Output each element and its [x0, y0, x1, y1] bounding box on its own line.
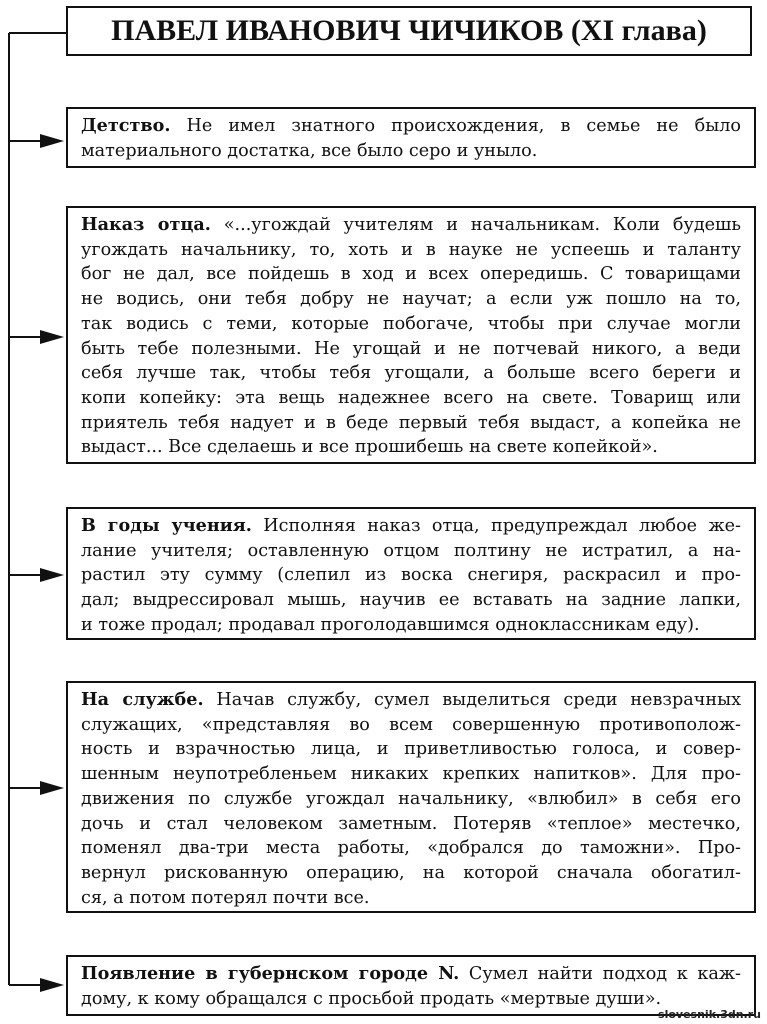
section-text-line: ность и взрачностью лица, и приветливостью голоса, и совер- — [81, 739, 741, 760]
arrowhead-icon — [40, 568, 64, 582]
section-text-line: Не имел знатного происхождения, в семье не было — [170, 116, 741, 136]
arrow-school-years — [9, 568, 64, 582]
section-text-line: не водись, они тебя добру не научат; а если уж пошло на то, — [81, 289, 741, 310]
arrow-father-instruction — [9, 330, 64, 344]
section-text-line: Начав службу, сумел выделиться среди невзрачных — [203, 690, 741, 710]
section-heading: В годы учения. — [81, 515, 252, 536]
arrowhead-icon — [40, 330, 64, 344]
arrowhead-icon — [40, 781, 64, 795]
section-text-line: дал; выдрессировал мышь, научив ее вставать на задние лапки, — [81, 590, 741, 611]
section-text-line: приятель тебя надует и в беде первый тебя выдаст, а копейка не — [81, 412, 741, 433]
section-text-line: дочь и стал человеком заметным. Потеряв «теплое» местечко, — [81, 813, 741, 834]
section-text-line: копи копейку: эта вещь надежнее всего на свете. Товарищ или — [81, 387, 741, 408]
section-text-line: себя лучше так, чтобы тебя угощали, а больше всего береги и — [81, 363, 741, 384]
section-text-line: Исполняя наказ отца, предупреждал любое же- — [251, 516, 741, 536]
section-school-years — [66, 507, 756, 640]
section-childhood — [66, 107, 756, 168]
watermark: slovesnik.3dn.ru — [658, 1008, 761, 1021]
section-text-line: Сумел найти подход к каж- — [459, 964, 741, 984]
section-text-line: бог не дал, все пойдешь в ход и всех опередишь. С товарищами — [81, 264, 741, 285]
section-text-line: движения по службе угождал начальнику, «влюбил» в себя его — [81, 788, 741, 809]
page-title-text: ПАВЕЛ ИВАНОВИЧ ЧИЧИКОВ (XI глава) — [111, 14, 707, 47]
section-text-line: шенным неупотребленьем никаких крепких напитков». Для про- — [81, 764, 741, 785]
section-heading: На службе. — [81, 689, 204, 710]
section-text-line: поменял два-три места работы, «добрался до таможни». Про- — [81, 838, 741, 859]
section-text-line: ся, а потом потерял почти все. — [81, 887, 370, 908]
section-text-line: служащих, «представляя во всем совершенную противополож- — [81, 714, 741, 735]
section-heading: Появление в губернском городе N. — [81, 963, 460, 984]
section-heading: Детство. — [81, 115, 171, 136]
arrowhead-icon — [40, 134, 64, 148]
section-heading: Наказ отца. — [81, 214, 211, 235]
section-service — [66, 681, 756, 913]
section-father-instruction — [66, 206, 756, 464]
section-text-line: так водись с теми, которые побогаче, чтобы при случае могли — [81, 313, 741, 334]
section-text-line: лание учителя; оставленную отцом полтину не истратил, а на- — [81, 540, 741, 561]
arrow-childhood — [9, 134, 64, 148]
section-text-line: «...угождай учителям и начальникам. Коли будешь — [210, 215, 741, 235]
page-title — [66, 6, 752, 56]
section-text-line: быть тебе полезными. Не угощай и не потчевай никого, а веди — [81, 338, 741, 359]
section-text-line: материального достатка, все было серо и уныло. — [81, 140, 538, 161]
section-arrival — [66, 955, 756, 1016]
section-text-line: выдаст... Все сделаешь и все прошибешь на свете копейкой». — [81, 437, 658, 458]
arrowhead-icon — [40, 978, 64, 992]
section-text-line: растил эту сумму (слепил из воска снегиря, раскрасил и про- — [81, 565, 741, 586]
arrow-arrival — [9, 978, 64, 992]
section-text-line: дому, к кому обращался с просьбой продать «мертвые души». — [81, 988, 662, 1009]
section-text-line: и тоже продал; продавал проголодавшимся одноклассникам еду). — [81, 614, 700, 635]
section-text-line: угождать начальнику, то, хоть и в науке не успеешь и таланту — [81, 239, 741, 260]
arrow-service — [9, 781, 64, 795]
section-text-line: вернул рискованную операцию, на которой сначала обогатил- — [81, 862, 741, 883]
